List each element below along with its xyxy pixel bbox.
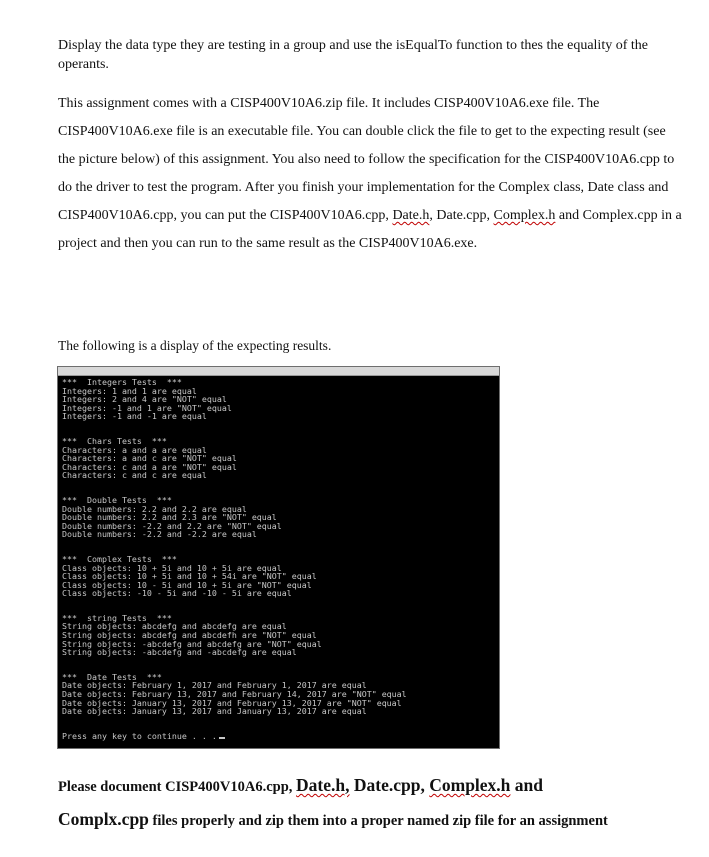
console-line: Date objects: January 13, 2017 and January 13, 2017 are equal xyxy=(62,706,367,717)
console-line: Double numbers: 2.2 and 2.2 are equal xyxy=(62,503,247,514)
console-block xyxy=(62,673,497,716)
closing-date-h-filename: Date.h, xyxy=(296,775,350,795)
console-line: Class objects: -10 - 5i and -10 - 5i are equal xyxy=(62,588,292,599)
console-line: String objects: -abcdefg and abcdefg are "NOT" equal xyxy=(62,638,322,649)
console-block xyxy=(62,496,497,539)
complex-h-filename: Complex.h xyxy=(493,208,556,223)
console-title-bar xyxy=(58,367,499,376)
console-line: Double numbers: -2.2 and 2.2 are "NOT" equal xyxy=(62,520,282,531)
console-line: Integers: 1 and 1 are equal xyxy=(62,385,197,396)
console-line: Double numbers: 2.2 and 2.3 are "NOT" equal xyxy=(62,512,277,523)
console-line: Characters: a and a are equal xyxy=(62,444,207,455)
console-screenshot xyxy=(57,366,500,749)
closing-text-part-2: Date.cpp, xyxy=(349,775,430,795)
console-line: String objects: abcdefg and abcdefh are "NOT" equal xyxy=(62,630,317,641)
console-line: Class objects: 10 - 5i and 10 + 5i are "NOT" equal xyxy=(62,579,312,590)
console-line: Class objects: 10 + 5i and 10 + 54i are "NOT" equal xyxy=(62,571,317,582)
console-line: *** Complex Tests *** xyxy=(62,553,177,564)
console-line: Date objects: February 13, 2017 and February 14, 2017 are "NOT" equal xyxy=(62,689,407,700)
console-line: Date objects: February 1, 2017 and February 1, 2017 are equal xyxy=(62,680,367,691)
console-line: Integers: -1 and -1 are equal xyxy=(62,411,207,422)
date-h-filename: Date.h xyxy=(392,208,430,223)
console-line: Integers: 2 and 4 are "NOT" equal xyxy=(62,394,227,405)
console-line: String objects: -abcdefg and -abcdefg are equal xyxy=(62,647,297,658)
console-prompt-text: Press any key to continue . . . xyxy=(62,730,217,741)
closing-text-part-1: Please document CISP400V10A6.cpp, xyxy=(58,779,297,795)
console-line: Characters: c and c are equal xyxy=(62,470,207,481)
assignment-text-part-3: and Complex.cpp in a project and then you can run to the same result as the CISP400V10A6.exe. xyxy=(58,208,682,251)
assignment-paragraph xyxy=(58,90,686,258)
console-line: Integers: -1 and 1 are "NOT" equal xyxy=(62,402,232,413)
console-line: String objects: abcdefg and abcdefg are equal xyxy=(62,621,287,632)
console-line: Double numbers: -2.2 and -2.2 are equal xyxy=(62,529,257,540)
cursor-icon xyxy=(219,737,225,739)
closing-complx-cpp-filename: Complx.cpp xyxy=(58,809,149,829)
closing-complex-h-filename: Complex.h xyxy=(429,775,511,795)
console-block xyxy=(62,378,497,421)
console-line: Characters: a and c are "NOT" equal xyxy=(62,453,237,464)
console-line: *** Chars Tests *** xyxy=(62,435,167,446)
console-line: *** string Tests *** xyxy=(62,612,172,623)
console-output xyxy=(62,378,497,746)
closing-text-part-3: and xyxy=(510,775,544,795)
console-line: *** Double Tests *** xyxy=(62,494,172,505)
closing-text-part-5: files properly and zip them into a proper named zip file for an assignment xyxy=(148,813,608,829)
console-block xyxy=(62,437,497,480)
console-line: Date objects: January 13, 2017 and February 13, 2017 are "NOT" equal xyxy=(62,697,402,708)
assignment-text-part-2: , Date.cpp, xyxy=(429,208,494,223)
console-line: Characters: c and a are "NOT" equal xyxy=(62,461,237,472)
console-line: *** Date Tests *** xyxy=(62,671,162,682)
console-line: *** Integers Tests *** xyxy=(62,377,182,387)
console-line: Class objects: 10 + 5i and 10 + 5i are equal xyxy=(62,562,282,573)
assignment-text-part-1: This assignment comes with a CISP400V10A6.zip file. It includes CISP400V10A6.exe file. The CISP400V10A6.exe file is an executable file. You can double click the file to get to the expecting result (see the picture below) of this assignment. You also need to follow the specification for the CISP400V10A6.cpp to do the driver to test the program. After you finish your implementation for the Complex class, Date class and CISP400V10A6.cpp, you can put the CISP400V10A6.cpp, xyxy=(58,96,675,223)
console-block xyxy=(62,555,497,598)
console-prompt xyxy=(62,732,497,741)
console-block xyxy=(62,614,497,657)
results-heading: The following is a display of the expecting results. xyxy=(58,338,332,353)
intro-paragraph: Display the data type they are testing in a group and use the isEqualTo function to thes the equality of the operants. xyxy=(58,38,648,72)
closing-paragraph xyxy=(58,769,686,837)
